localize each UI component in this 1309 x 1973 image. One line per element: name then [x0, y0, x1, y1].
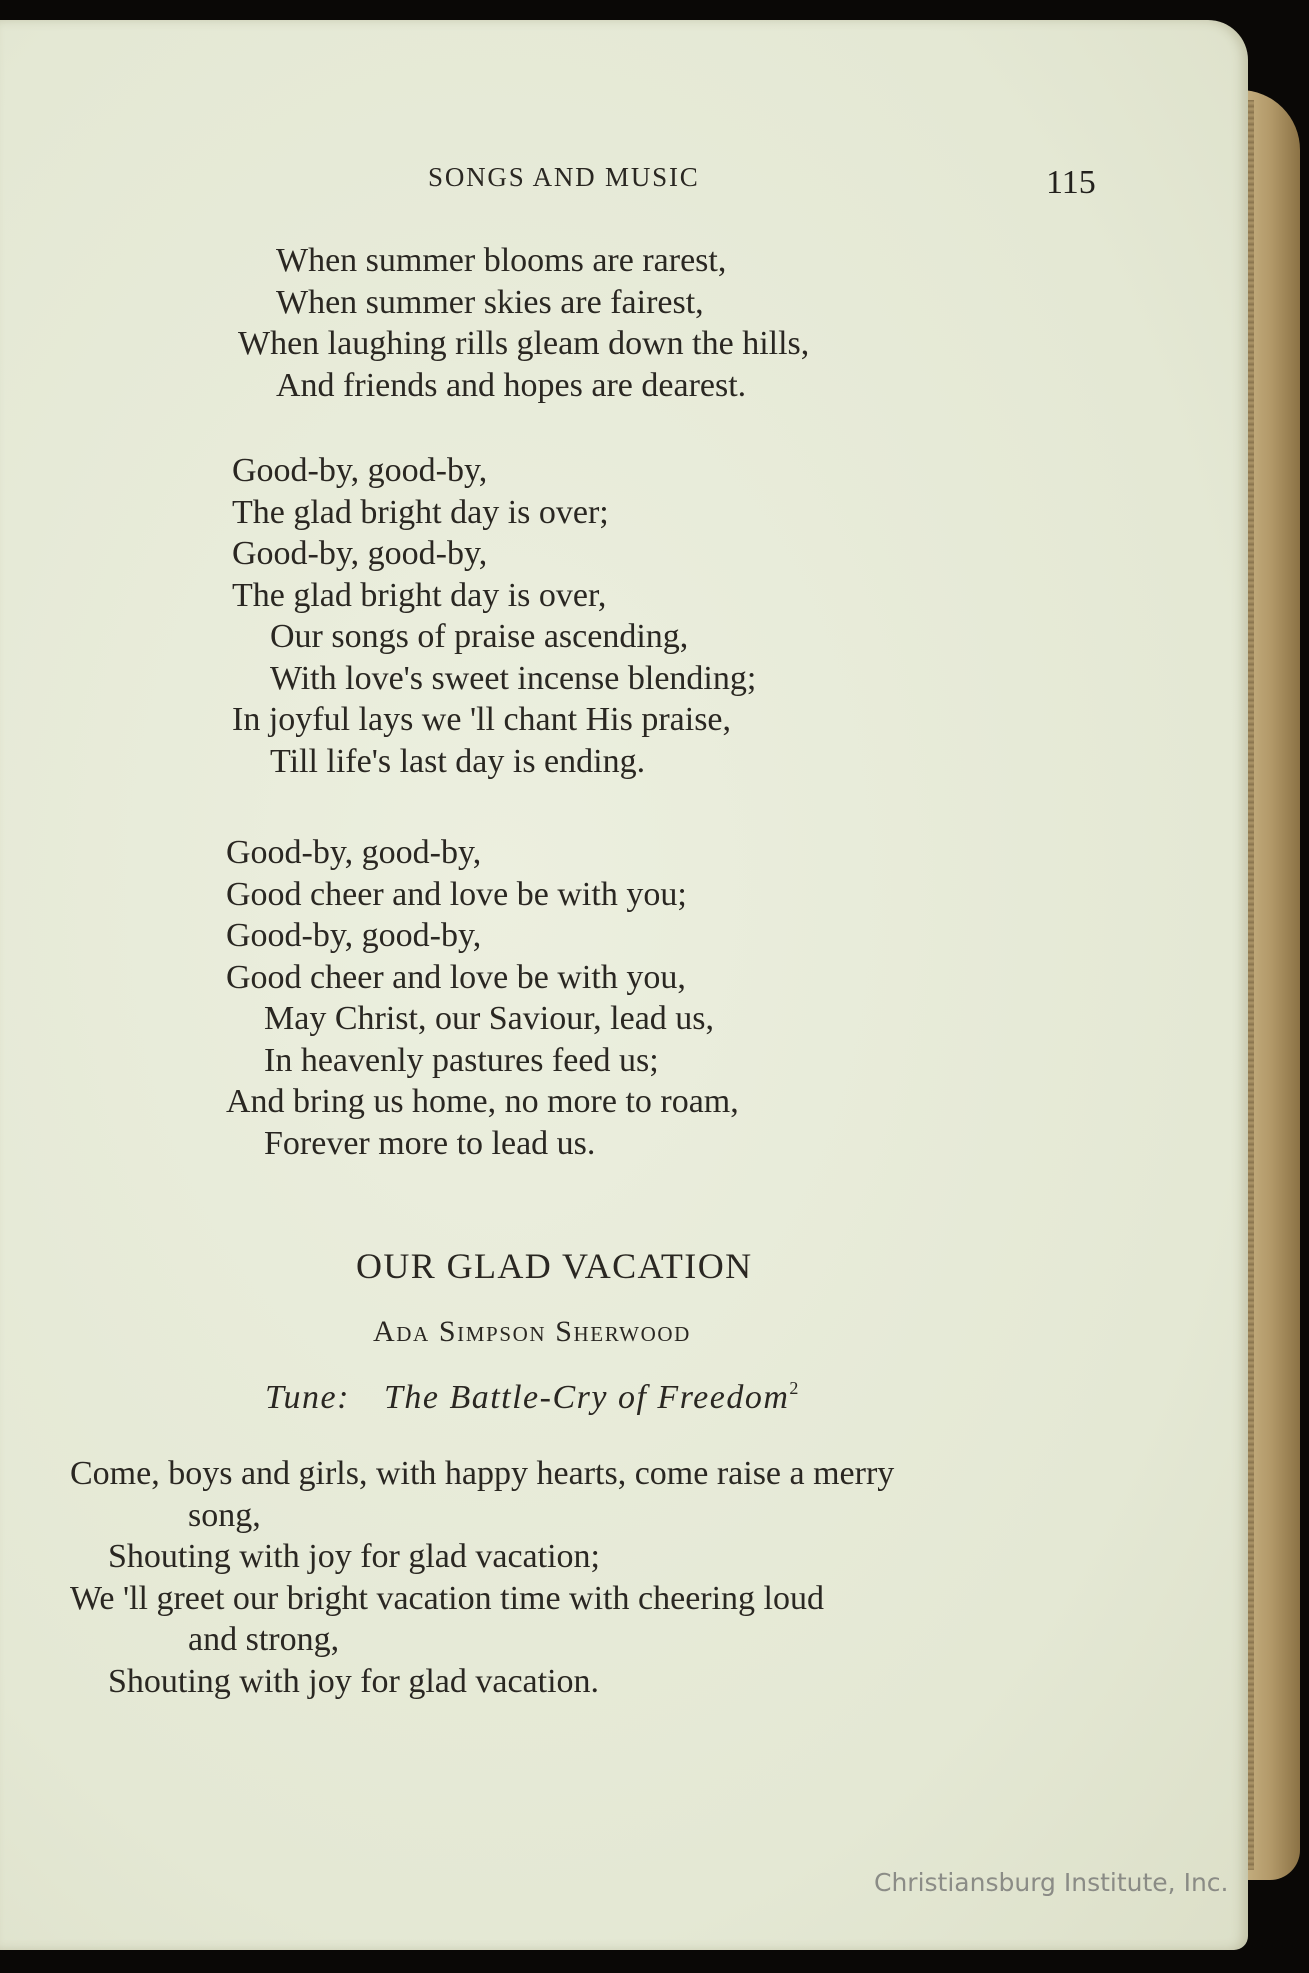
running-head: SONGS AND MUSIC	[428, 162, 700, 192]
stanza-1	[238, 240, 809, 406]
song-title: OUR GLAD VACATION	[356, 1246, 753, 1286]
verse-line: When summer blooms are rarest,	[276, 242, 727, 279]
verse-line: Till life's last day is ending.	[270, 742, 646, 780]
verse-line: Shouting with joy for glad vacation.	[108, 1662, 600, 1700]
verse-line: and strong,	[188, 1621, 340, 1658]
verse-line: When summer skies are fairest,	[276, 283, 704, 321]
tune-label: Tune:	[265, 1379, 350, 1416]
verse-line: And bring us home, no more to roam,	[226, 1083, 739, 1120]
verse-line: Shouting with joy for glad vacation;	[108, 1538, 600, 1575]
verse-line: We 'll greet our bright vacation time with cheering loud	[70, 1579, 824, 1617]
stanza-2	[232, 450, 756, 782]
stanza-3	[226, 832, 739, 1164]
verse-line: In heavenly pastures feed us;	[264, 1041, 659, 1079]
verse-line: May Christ, our Saviour, lead us,	[264, 1000, 715, 1037]
verse-line: song,	[188, 1496, 261, 1534]
verse-line: Good-by, good-by,	[226, 917, 482, 954]
verse-line: Come, boys and girls, with happy hearts, come raise a merry	[70, 1455, 895, 1492]
tune-name: The Battle-Cry of Freedom	[383, 1379, 790, 1416]
verse-line: And friends and hopes are dearest.	[276, 366, 747, 404]
verse-line: Good-by, good-by,	[232, 452, 488, 489]
verse-line: The glad bright day is over,	[232, 576, 607, 614]
watermark: Christiansburg Institute, Inc.	[874, 1868, 1229, 1897]
verse-line: When laughing rills gleam down the hills,	[238, 325, 810, 362]
verse-line: Forever more to lead us.	[264, 1124, 596, 1162]
page-number: 115	[1046, 164, 1096, 201]
footnote-marker: 2	[789, 1378, 800, 1398]
song-2-verse	[70, 1453, 894, 1702]
verse-line: In joyful lays we 'll chant His praise,	[232, 701, 732, 738]
verse-line: Good cheer and love be with you;	[226, 875, 687, 913]
verse-line: Our songs of praise ascending,	[270, 618, 689, 655]
tune-line	[265, 1378, 800, 1417]
verse-line: Good-by, good-by,	[226, 834, 482, 871]
song-author: Ada Simpson Sherwood	[373, 1315, 691, 1348]
verse-line: With love's sweet incense blending;	[270, 659, 757, 697]
verse-line: Good cheer and love be with you,	[226, 958, 686, 996]
verse-line: The glad bright day is over;	[232, 493, 609, 531]
verse-line: Good-by, good-by,	[232, 535, 488, 572]
